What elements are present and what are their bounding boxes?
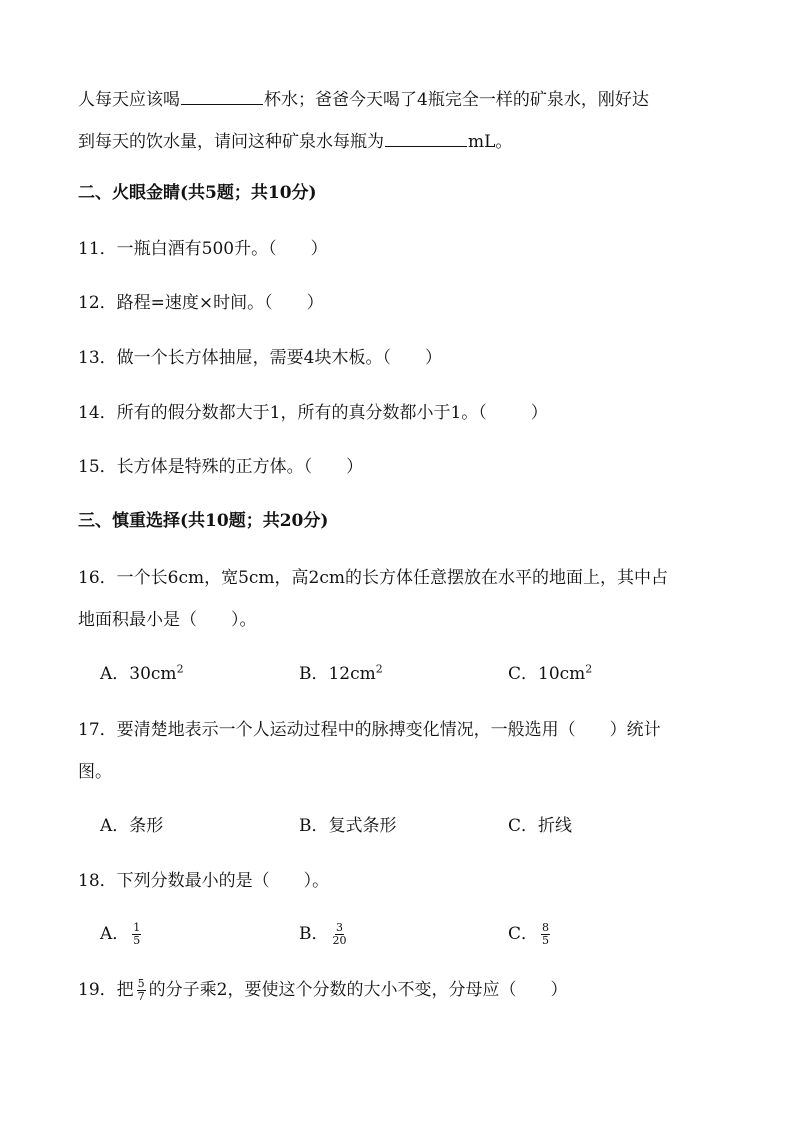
q10-text-c: 到每天的饮水量，请问这种矿泉水每瓶为 bbox=[78, 132, 384, 152]
q17-line2: 图。 bbox=[78, 762, 112, 782]
q12 bbox=[78, 291, 724, 315]
q18-option-b-fraction bbox=[332, 922, 348, 947]
q11-close: ） bbox=[310, 239, 328, 259]
section3-title: 三、慎重选择(共10题；共20分) bbox=[78, 511, 329, 531]
q16-text-b: ）。 bbox=[231, 610, 257, 630]
q17-text-b: ）统计 bbox=[609, 720, 661, 740]
q18-option-a-fraction bbox=[132, 922, 141, 947]
q19-text-b: 的分子乘2，要使这个分数的大小不变，分母应（ bbox=[148, 980, 517, 1000]
q18-option-b-label: B． bbox=[299, 924, 329, 944]
q17-text-a: 17．要清楚地表示一个人运动过程中的脉搏变化情况，一般选用（ bbox=[78, 720, 576, 740]
q19-fraction bbox=[137, 978, 146, 1003]
q10-line1 bbox=[78, 86, 724, 112]
q18-text-b: ）。 bbox=[303, 871, 330, 891]
fraction-denominator: 7 bbox=[137, 990, 145, 1003]
q19-text-a: 19．把 bbox=[78, 980, 134, 1000]
q16-option-a-sup: 2 bbox=[176, 662, 184, 676]
q18-line bbox=[78, 869, 724, 893]
fraction-denominator: 5 bbox=[133, 934, 141, 947]
q19-line bbox=[78, 978, 724, 1003]
q15 bbox=[78, 455, 724, 479]
q10-blank-2[interactable] bbox=[385, 128, 467, 147]
q16-option-a-label: A．30cm bbox=[100, 664, 177, 684]
q10-text-a: 人每天应该喝 bbox=[78, 90, 180, 110]
q18-option-c-fraction bbox=[541, 922, 550, 947]
q10-text-d: mL。 bbox=[468, 132, 513, 152]
q17-line1 bbox=[78, 718, 724, 742]
q17-option-a[interactable]: A．条形 bbox=[100, 816, 164, 836]
q17-options bbox=[100, 814, 724, 842]
q16-option-b-label: B．12cm bbox=[299, 664, 376, 684]
fraction-denominator: 20 bbox=[332, 934, 347, 947]
q15-text: 15．长方体是特殊的正方体。（ bbox=[78, 457, 313, 477]
q16-option-a[interactable] bbox=[100, 662, 184, 686]
q19-text-c: ） bbox=[550, 980, 568, 1000]
q11-text: 11．一瓶白酒有500升。（ bbox=[78, 239, 277, 259]
fraction-denominator: 5 bbox=[542, 934, 550, 947]
q18-option-a[interactable] bbox=[100, 922, 144, 947]
q13 bbox=[78, 346, 724, 370]
q17-option-c[interactable]: C．折线 bbox=[508, 816, 573, 836]
q18-options bbox=[100, 922, 724, 950]
q18-option-b[interactable] bbox=[299, 922, 351, 947]
q16-option-c[interactable] bbox=[508, 662, 592, 686]
section2-title: 二、火眼金睛(共5题；共10分) bbox=[78, 183, 317, 203]
q17-option-b[interactable]: B．复式条形 bbox=[299, 816, 397, 836]
fraction-numerator: 3 bbox=[336, 921, 343, 934]
q16-text-a: 地面积最小是（ bbox=[78, 610, 197, 630]
q10-line2 bbox=[78, 128, 724, 154]
q16-option-b[interactable] bbox=[299, 662, 383, 686]
q16-option-b-sup: 2 bbox=[375, 662, 383, 676]
q18-option-c-label: C． bbox=[508, 924, 539, 944]
q14 bbox=[78, 401, 724, 425]
q18-option-c[interactable] bbox=[508, 922, 553, 947]
q10-text-b: 杯水；爸爸今天喝了4瓶完全一样的矿泉水，刚好达 bbox=[264, 90, 649, 110]
q12-text: 12．路程=速度×时间。（ bbox=[78, 293, 273, 313]
q16-line2 bbox=[78, 608, 724, 632]
fraction-numerator: 5 bbox=[137, 977, 145, 990]
fraction-numerator: 1 bbox=[133, 921, 141, 934]
q16-option-c-label: C．10cm bbox=[508, 664, 586, 684]
q16-line1: 16．一个长6cm，宽5cm，高2cm的长方体任意摆放在水平的地面上，其中占 bbox=[78, 568, 669, 588]
q10-blank-1[interactable] bbox=[181, 86, 263, 105]
q18-text-a: 18．下列分数最小的是（ bbox=[78, 871, 270, 891]
q14-text: 14．所有的假分数都大于1，所有的真分数都小于1。（ bbox=[78, 403, 487, 423]
q12-close: ） bbox=[306, 293, 324, 313]
q16-option-c-sup: 2 bbox=[585, 662, 593, 676]
q13-text: 13．做一个长方体抽屉，需要4块木板。（ bbox=[78, 348, 391, 368]
q11 bbox=[78, 237, 724, 261]
fraction-numerator: 8 bbox=[542, 921, 550, 934]
q13-close: ） bbox=[424, 348, 442, 368]
q15-close: ） bbox=[346, 457, 364, 477]
q14-close: ） bbox=[530, 403, 548, 423]
q16-options bbox=[100, 662, 724, 690]
q18-option-a-label: A． bbox=[100, 924, 130, 944]
